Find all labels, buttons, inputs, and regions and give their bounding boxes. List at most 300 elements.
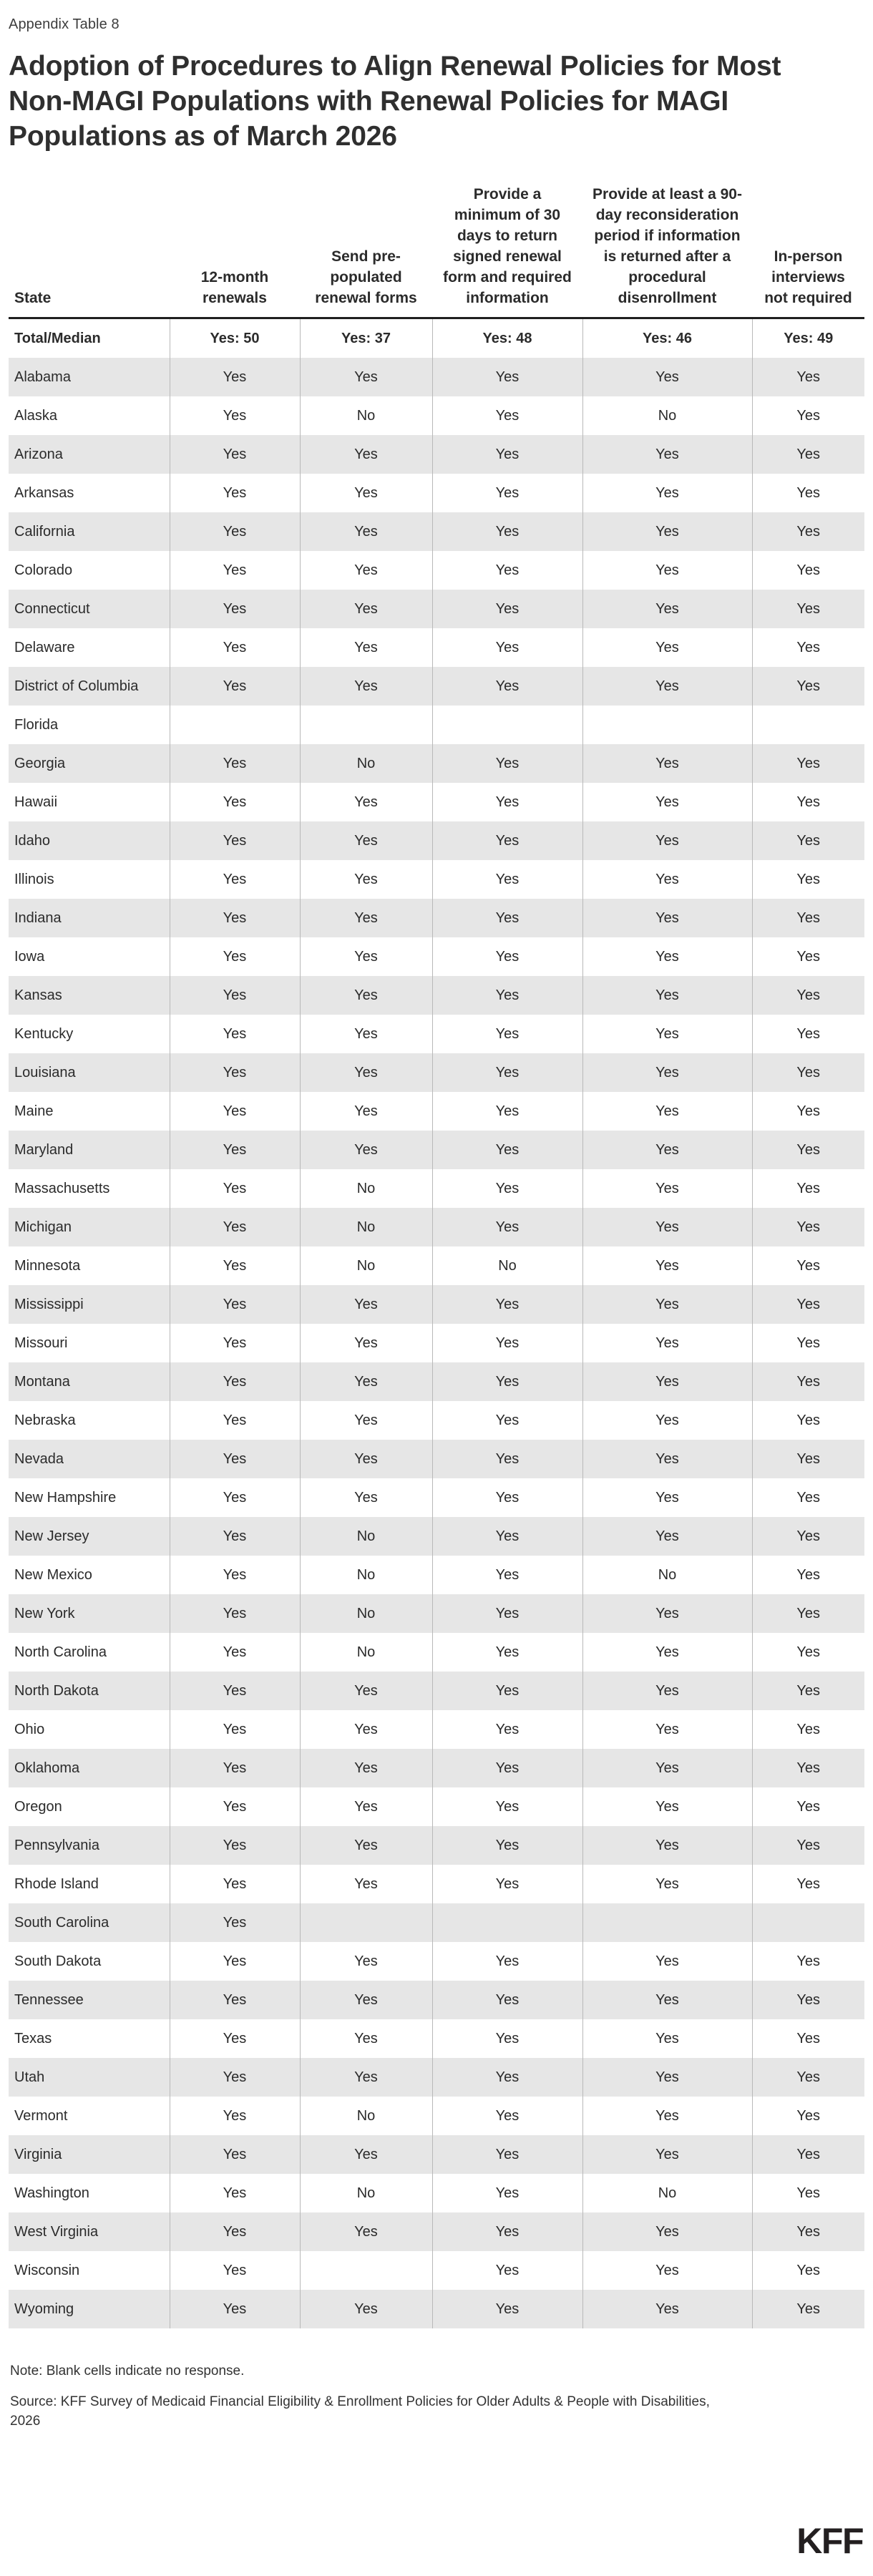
cell-30-day-return: Yes [432, 937, 582, 976]
cell-90-day-reconsideration: Yes [582, 1246, 752, 1285]
cell-no-in-person-interview: Yes [752, 899, 864, 937]
cell-12-month-renewals: Yes [170, 396, 300, 435]
cell-12-month-renewals: Yes [170, 2058, 300, 2097]
table-row [9, 1749, 864, 1787]
table-row [9, 706, 864, 744]
table-row [9, 590, 864, 628]
cell-no-in-person-interview: Yes [752, 1517, 864, 1556]
table-row [9, 667, 864, 706]
cell-no-in-person-interview: Yes [752, 1440, 864, 1478]
cell-no-in-person-interview: Yes [752, 2251, 864, 2290]
cell-12-month-renewals: Yes [170, 1903, 300, 1942]
cell-state: Alabama [9, 358, 170, 396]
cell-12-month-renewals: Yes [170, 860, 300, 899]
cell-state: Rhode Island [9, 1865, 170, 1903]
cell-state: Wisconsin [9, 2251, 170, 2290]
cell-12-month-renewals: Yes [170, 1826, 300, 1865]
cell-prepopulated-forms: Yes [300, 590, 432, 628]
cell-12-month-renewals: Yes [170, 1246, 300, 1285]
cell-no-in-person-interview: Yes [752, 2097, 864, 2135]
cell-30-day-return: Yes [432, 2135, 582, 2174]
cell-prepopulated-forms: Yes [300, 1401, 432, 1440]
cell-state: Hawaii [9, 783, 170, 821]
cell-30-day-return: Yes [432, 2290, 582, 2328]
cell-12-month-renewals: Yes [170, 1208, 300, 1246]
cell-12-month-renewals: Yes [170, 1672, 300, 1710]
cell-state: South Carolina [9, 1903, 170, 1942]
cell-state: Delaware [9, 628, 170, 667]
cell-prepopulated-forms: No [300, 1594, 432, 1633]
cell-state: Indiana [9, 899, 170, 937]
cell-90-day-reconsideration: Yes [582, 1440, 752, 1478]
cell-prepopulated-forms [300, 2251, 432, 2290]
cell-no-in-person-interview: Yes [752, 1672, 864, 1710]
page-title: Adoption of Procedures to Align Renewal Policies for Most Non-MAGI Populations with Renewal Policies for MAGI Populations as of March 2026 [9, 51, 781, 152]
cell-30-day-return: Yes [432, 2019, 582, 2058]
table-row [9, 1903, 864, 1942]
cell-12-month-renewals: Yes [170, 783, 300, 821]
table-body [9, 318, 864, 2329]
cell-prepopulated-forms: Yes [300, 783, 432, 821]
cell-prepopulated-forms: Yes [300, 628, 432, 667]
cell-prepopulated-forms: Yes [300, 2212, 432, 2251]
cell-90-day-reconsideration: Yes [582, 1672, 752, 1710]
table-row [9, 1208, 864, 1246]
cell-12-month-renewals: Yes [170, 435, 300, 474]
cell-30-day-return: Yes [432, 1981, 582, 2019]
cell-prepopulated-forms: Yes [300, 899, 432, 937]
cell-30-day-return: Yes [432, 821, 582, 860]
table-row [9, 396, 864, 435]
table-header [9, 184, 864, 318]
table-row [9, 899, 864, 937]
cell-30-day-return: Yes [432, 551, 582, 590]
cell-90-day-reconsideration: Yes [582, 1633, 752, 1672]
cell-no-in-person-interview: Yes [752, 628, 864, 667]
table-row [9, 551, 864, 590]
cell-90-day-reconsideration [582, 1903, 752, 1942]
table-row [9, 1865, 864, 1903]
cell-prepopulated-forms: Yes [300, 860, 432, 899]
cell-12-month-renewals: Yes [170, 1362, 300, 1401]
cell-30-day-return: Yes [432, 1401, 582, 1440]
cell-30-day-return: Yes [432, 1015, 582, 1053]
cell-no-in-person-interview: Yes [752, 860, 864, 899]
cell-prepopulated-forms: Yes [300, 976, 432, 1015]
cell-90-day-reconsideration: Yes [582, 1131, 752, 1169]
cell-no-in-person-interview: Yes [752, 2290, 864, 2328]
cell-prepopulated-forms: Yes [300, 1285, 432, 1324]
cell-12-month-renewals: Yes [170, 1401, 300, 1440]
cell-state: Montana [9, 1362, 170, 1401]
cell-prepopulated-forms: No [300, 1633, 432, 1672]
cell-state: Alaska [9, 396, 170, 435]
cell-state: Colorado [9, 551, 170, 590]
table-row [9, 783, 864, 821]
cell-90-day-reconsideration: Yes [582, 1787, 752, 1826]
cell-90-day-reconsideration: Yes [582, 1478, 752, 1517]
cell-no-in-person-interview: Yes [752, 2058, 864, 2097]
cell-no-in-person-interview: Yes [752, 976, 864, 1015]
table-row [9, 1440, 864, 1478]
cell-no-in-person-interview: Yes [752, 744, 864, 783]
cell-state: Louisiana [9, 1053, 170, 1092]
cell-12-month-renewals: Yes [170, 1556, 300, 1594]
cell-90-day-reconsideration: Yes [582, 590, 752, 628]
cell-state: Utah [9, 2058, 170, 2097]
table-row [9, 860, 864, 899]
cell-30-day-return: Yes [432, 1517, 582, 1556]
cell-12-month-renewals: Yes [170, 1131, 300, 1169]
cell-prepopulated-forms: Yes [300, 1015, 432, 1053]
cell-30-day-return: Yes [432, 1208, 582, 1246]
cell-prepopulated-forms: Yes [300, 1478, 432, 1517]
cell-no-in-person-interview: Yes [752, 1710, 864, 1749]
cell-prepopulated-forms: Yes [300, 1865, 432, 1903]
table-row [9, 2290, 864, 2328]
cell-no-in-person-interview: Yes [752, 667, 864, 706]
cell-prepopulated-forms: Yes: 37 [300, 318, 432, 358]
cell-90-day-reconsideration: Yes [582, 358, 752, 396]
cell-12-month-renewals: Yes [170, 937, 300, 976]
cell-state: Nevada [9, 1440, 170, 1478]
cell-no-in-person-interview: Yes [752, 1324, 864, 1362]
cell-12-month-renewals: Yes [170, 2212, 300, 2251]
cell-prepopulated-forms: Yes [300, 1324, 432, 1362]
table-row [9, 1285, 864, 1324]
cell-prepopulated-forms: Yes [300, 358, 432, 396]
table-row [9, 628, 864, 667]
column-header-90-day-reconsideration: Provide at least a 90-day reconsideration period if information is returned after a procedural disenrollment [582, 184, 752, 318]
cell-state: Tennessee [9, 1981, 170, 2019]
cell-12-month-renewals: Yes [170, 1092, 300, 1131]
cell-prepopulated-forms: Yes [300, 1710, 432, 1749]
cell-90-day-reconsideration: Yes [582, 1208, 752, 1246]
cell-30-day-return: Yes [432, 1556, 582, 1594]
cell-prepopulated-forms: Yes [300, 1053, 432, 1092]
cell-no-in-person-interview: Yes [752, 2019, 864, 2058]
cell-state: Massachusetts [9, 1169, 170, 1208]
cell-state: Washington [9, 2174, 170, 2212]
cell-no-in-person-interview: Yes [752, 1246, 864, 1285]
cell-prepopulated-forms: No [300, 1517, 432, 1556]
cell-12-month-renewals: Yes [170, 2135, 300, 2174]
cell-prepopulated-forms: No [300, 396, 432, 435]
cell-90-day-reconsideration: Yes [582, 1362, 752, 1401]
cell-30-day-return: Yes [432, 1131, 582, 1169]
cell-no-in-person-interview: Yes [752, 2135, 864, 2174]
cell-state: North Dakota [9, 1672, 170, 1710]
cell-no-in-person-interview: Yes [752, 551, 864, 590]
cell-90-day-reconsideration: Yes [582, 1942, 752, 1981]
cell-90-day-reconsideration: Yes [582, 1401, 752, 1440]
cell-90-day-reconsideration: Yes [582, 976, 752, 1015]
cell-prepopulated-forms: Yes [300, 1942, 432, 1981]
cell-prepopulated-forms: Yes [300, 2290, 432, 2328]
cell-90-day-reconsideration: Yes [582, 551, 752, 590]
cell-12-month-renewals: Yes [170, 551, 300, 590]
cell-90-day-reconsideration: Yes [582, 1324, 752, 1362]
table-row [9, 1981, 864, 2019]
cell-12-month-renewals: Yes [170, 1324, 300, 1362]
cell-state: New Jersey [9, 1517, 170, 1556]
table-row-total [9, 318, 864, 358]
cell-no-in-person-interview [752, 706, 864, 744]
cell-30-day-return: Yes [432, 899, 582, 937]
table-row [9, 2058, 864, 2097]
table-row [9, 1594, 864, 1633]
cell-90-day-reconsideration: Yes [582, 474, 752, 512]
cell-12-month-renewals: Yes [170, 1942, 300, 1981]
cell-12-month-renewals: Yes [170, 976, 300, 1015]
cell-state: California [9, 512, 170, 551]
cell-state: Michigan [9, 1208, 170, 1246]
cell-no-in-person-interview: Yes [752, 1594, 864, 1633]
cell-90-day-reconsideration: Yes [582, 937, 752, 976]
table-row [9, 1556, 864, 1594]
column-header-prepopulated-forms: Send pre-populated renewal forms [300, 184, 432, 318]
cell-90-day-reconsideration: Yes [582, 821, 752, 860]
cell-12-month-renewals: Yes [170, 1981, 300, 2019]
cell-no-in-person-interview: Yes [752, 1053, 864, 1092]
cell-state: Connecticut [9, 590, 170, 628]
cell-prepopulated-forms: No [300, 1208, 432, 1246]
cell-12-month-renewals: Yes [170, 1517, 300, 1556]
cell-state: Wyoming [9, 2290, 170, 2328]
cell-90-day-reconsideration: No [582, 1556, 752, 1594]
table-source: Source: KFF Survey of Medicaid Financial Eligibility & Enrollment Policies for Older Adults & People with Disabilities, 2026 [10, 2394, 710, 2429]
cell-90-day-reconsideration: Yes [582, 1169, 752, 1208]
table-row [9, 2251, 864, 2290]
cell-30-day-return: Yes [432, 474, 582, 512]
cell-30-day-return: Yes [432, 744, 582, 783]
cell-90-day-reconsideration: Yes [582, 435, 752, 474]
cell-30-day-return: Yes [432, 1440, 582, 1478]
cell-12-month-renewals: Yes [170, 1787, 300, 1826]
cell-no-in-person-interview: Yes [752, 358, 864, 396]
cell-no-in-person-interview: Yes [752, 1169, 864, 1208]
table-eyebrow-label: Appendix Table 8 [9, 16, 120, 32]
cell-no-in-person-interview: Yes [752, 1865, 864, 1903]
cell-90-day-reconsideration: No [582, 2174, 752, 2212]
cell-90-day-reconsideration: Yes [582, 1865, 752, 1903]
cell-30-day-return [432, 1903, 582, 1942]
cell-90-day-reconsideration: Yes [582, 1285, 752, 1324]
table-row [9, 1246, 864, 1285]
cell-prepopulated-forms: Yes [300, 937, 432, 976]
cell-state: District of Columbia [9, 667, 170, 706]
cell-state: Oregon [9, 1787, 170, 1826]
cell-state: Maryland [9, 1131, 170, 1169]
cell-90-day-reconsideration: Yes [582, 1749, 752, 1787]
cell-state: Kansas [9, 976, 170, 1015]
cell-30-day-return: Yes [432, 1362, 582, 1401]
cell-prepopulated-forms: Yes [300, 551, 432, 590]
cell-state: Arkansas [9, 474, 170, 512]
table-header-row [9, 184, 864, 318]
cell-90-day-reconsideration [582, 706, 752, 744]
cell-no-in-person-interview: Yes [752, 1942, 864, 1981]
cell-state: Maine [9, 1092, 170, 1131]
table-row [9, 474, 864, 512]
cell-state: Mississippi [9, 1285, 170, 1324]
cell-30-day-return: Yes [432, 1633, 582, 1672]
cell-no-in-person-interview: Yes [752, 396, 864, 435]
cell-30-day-return: Yes: 48 [432, 318, 582, 358]
cell-prepopulated-forms: No [300, 1246, 432, 1285]
cell-90-day-reconsideration: Yes [582, 860, 752, 899]
cell-12-month-renewals: Yes [170, 474, 300, 512]
cell-12-month-renewals: Yes [170, 1594, 300, 1633]
table-row [9, 1787, 864, 1826]
cell-state: Ohio [9, 1710, 170, 1749]
cell-prepopulated-forms: Yes [300, 1092, 432, 1131]
table-row [9, 2135, 864, 2174]
cell-90-day-reconsideration: Yes [582, 1092, 752, 1131]
table-row [9, 1362, 864, 1401]
table-row [9, 1324, 864, 1362]
cell-state: Florida [9, 706, 170, 744]
table-row [9, 1478, 864, 1517]
cell-no-in-person-interview: Yes [752, 1478, 864, 1517]
cell-12-month-renewals: Yes [170, 744, 300, 783]
cell-no-in-person-interview: Yes [752, 474, 864, 512]
cell-no-in-person-interview: Yes [752, 821, 864, 860]
cell-90-day-reconsideration: Yes [582, 2097, 752, 2135]
table-row [9, 821, 864, 860]
cell-state: Virginia [9, 2135, 170, 2174]
cell-12-month-renewals [170, 706, 300, 744]
cell-12-month-renewals: Yes [170, 1285, 300, 1324]
column-header-state: State [9, 184, 170, 318]
cell-no-in-person-interview: Yes [752, 783, 864, 821]
cell-90-day-reconsideration: Yes [582, 1710, 752, 1749]
cell-30-day-return: Yes [432, 2174, 582, 2212]
cell-no-in-person-interview: Yes [752, 1981, 864, 2019]
cell-30-day-return: Yes [432, 1749, 582, 1787]
cell-30-day-return: Yes [432, 396, 582, 435]
cell-state: Georgia [9, 744, 170, 783]
table-row [9, 435, 864, 474]
cell-prepopulated-forms [300, 706, 432, 744]
cell-30-day-return: Yes [432, 1169, 582, 1208]
cell-12-month-renewals: Yes [170, 2097, 300, 2135]
cell-no-in-person-interview: Yes [752, 1208, 864, 1246]
cell-30-day-return: Yes [432, 1787, 582, 1826]
cell-no-in-person-interview: Yes [752, 2212, 864, 2251]
cell-prepopulated-forms: Yes [300, 2058, 432, 2097]
footnotes [9, 2361, 864, 2431]
cell-90-day-reconsideration: Yes [582, 899, 752, 937]
cell-prepopulated-forms: Yes [300, 1981, 432, 2019]
cell-prepopulated-forms: No [300, 2097, 432, 2135]
cell-no-in-person-interview: Yes [752, 590, 864, 628]
cell-90-day-reconsideration: Yes [582, 2058, 752, 2097]
cell-90-day-reconsideration: Yes [582, 2019, 752, 2058]
cell-no-in-person-interview: Yes [752, 1131, 864, 1169]
cell-30-day-return: Yes [432, 667, 582, 706]
cell-state: Illinois [9, 860, 170, 899]
cell-state: New York [9, 1594, 170, 1633]
table-row [9, 512, 864, 551]
cell-90-day-reconsideration: Yes [582, 628, 752, 667]
cell-90-day-reconsideration: Yes [582, 783, 752, 821]
cell-no-in-person-interview: Yes [752, 1787, 864, 1826]
cell-prepopulated-forms: Yes [300, 1749, 432, 1787]
cell-state: Total/Median [9, 318, 170, 358]
cell-prepopulated-forms: No [300, 1169, 432, 1208]
table-row [9, 1517, 864, 1556]
table-note: Note: Blank cells indicate no response. [10, 2363, 245, 2379]
cell-no-in-person-interview: Yes [752, 937, 864, 976]
cell-prepopulated-forms: Yes [300, 1440, 432, 1478]
cell-no-in-person-interview: Yes [752, 1633, 864, 1672]
cell-30-day-return: Yes [432, 976, 582, 1015]
cell-12-month-renewals: Yes [170, 1710, 300, 1749]
cell-30-day-return: Yes [432, 1324, 582, 1362]
cell-30-day-return: Yes [432, 2058, 582, 2097]
cell-no-in-person-interview: Yes [752, 1826, 864, 1865]
cell-12-month-renewals: Yes [170, 1053, 300, 1092]
cell-no-in-person-interview: Yes [752, 1092, 864, 1131]
table-row [9, 1131, 864, 1169]
cell-30-day-return: Yes [432, 590, 582, 628]
cell-12-month-renewals: Yes [170, 2290, 300, 2328]
cell-state: New Hampshire [9, 1478, 170, 1517]
cell-12-month-renewals: Yes [170, 1633, 300, 1672]
cell-30-day-return: Yes [432, 1092, 582, 1131]
cell-no-in-person-interview: Yes [752, 1749, 864, 1787]
kff-logo: KFF [796, 2521, 863, 2561]
cell-12-month-renewals: Yes [170, 1015, 300, 1053]
cell-12-month-renewals: Yes [170, 590, 300, 628]
cell-state: Vermont [9, 2097, 170, 2135]
cell-prepopulated-forms: Yes [300, 512, 432, 551]
cell-prepopulated-forms: Yes [300, 2135, 432, 2174]
cell-30-day-return: No [432, 1246, 582, 1285]
cell-prepopulated-forms: No [300, 744, 432, 783]
cell-state: Minnesota [9, 1246, 170, 1285]
table-row [9, 937, 864, 976]
cell-12-month-renewals: Yes [170, 512, 300, 551]
cell-prepopulated-forms: Yes [300, 1672, 432, 1710]
cell-no-in-person-interview: Yes [752, 1015, 864, 1053]
cell-30-day-return [432, 706, 582, 744]
cell-prepopulated-forms: Yes [300, 435, 432, 474]
column-header-30-day-return: Provide a minimum of 30 days to return signed renewal form and required information [432, 184, 582, 318]
cell-90-day-reconsideration: Yes [582, 1053, 752, 1092]
cell-12-month-renewals: Yes [170, 1440, 300, 1478]
cell-prepopulated-forms: Yes [300, 1826, 432, 1865]
cell-state: Oklahoma [9, 1749, 170, 1787]
cell-12-month-renewals: Yes: 50 [170, 318, 300, 358]
cell-prepopulated-forms: Yes [300, 1787, 432, 1826]
cell-30-day-return: Yes [432, 1672, 582, 1710]
cell-state: Iowa [9, 937, 170, 976]
cell-30-day-return: Yes [432, 2251, 582, 2290]
cell-30-day-return: Yes [432, 358, 582, 396]
table-row [9, 1015, 864, 1053]
cell-no-in-person-interview: Yes [752, 1401, 864, 1440]
cell-30-day-return: Yes [432, 1710, 582, 1749]
cell-30-day-return: Yes [432, 2097, 582, 2135]
table-row [9, 976, 864, 1015]
cell-30-day-return: Yes [432, 1942, 582, 1981]
cell-12-month-renewals: Yes [170, 899, 300, 937]
column-header-no-in-person-interview: In-person interviews not required [752, 184, 864, 318]
cell-prepopulated-forms: No [300, 2174, 432, 2212]
cell-state: Nebraska [9, 1401, 170, 1440]
